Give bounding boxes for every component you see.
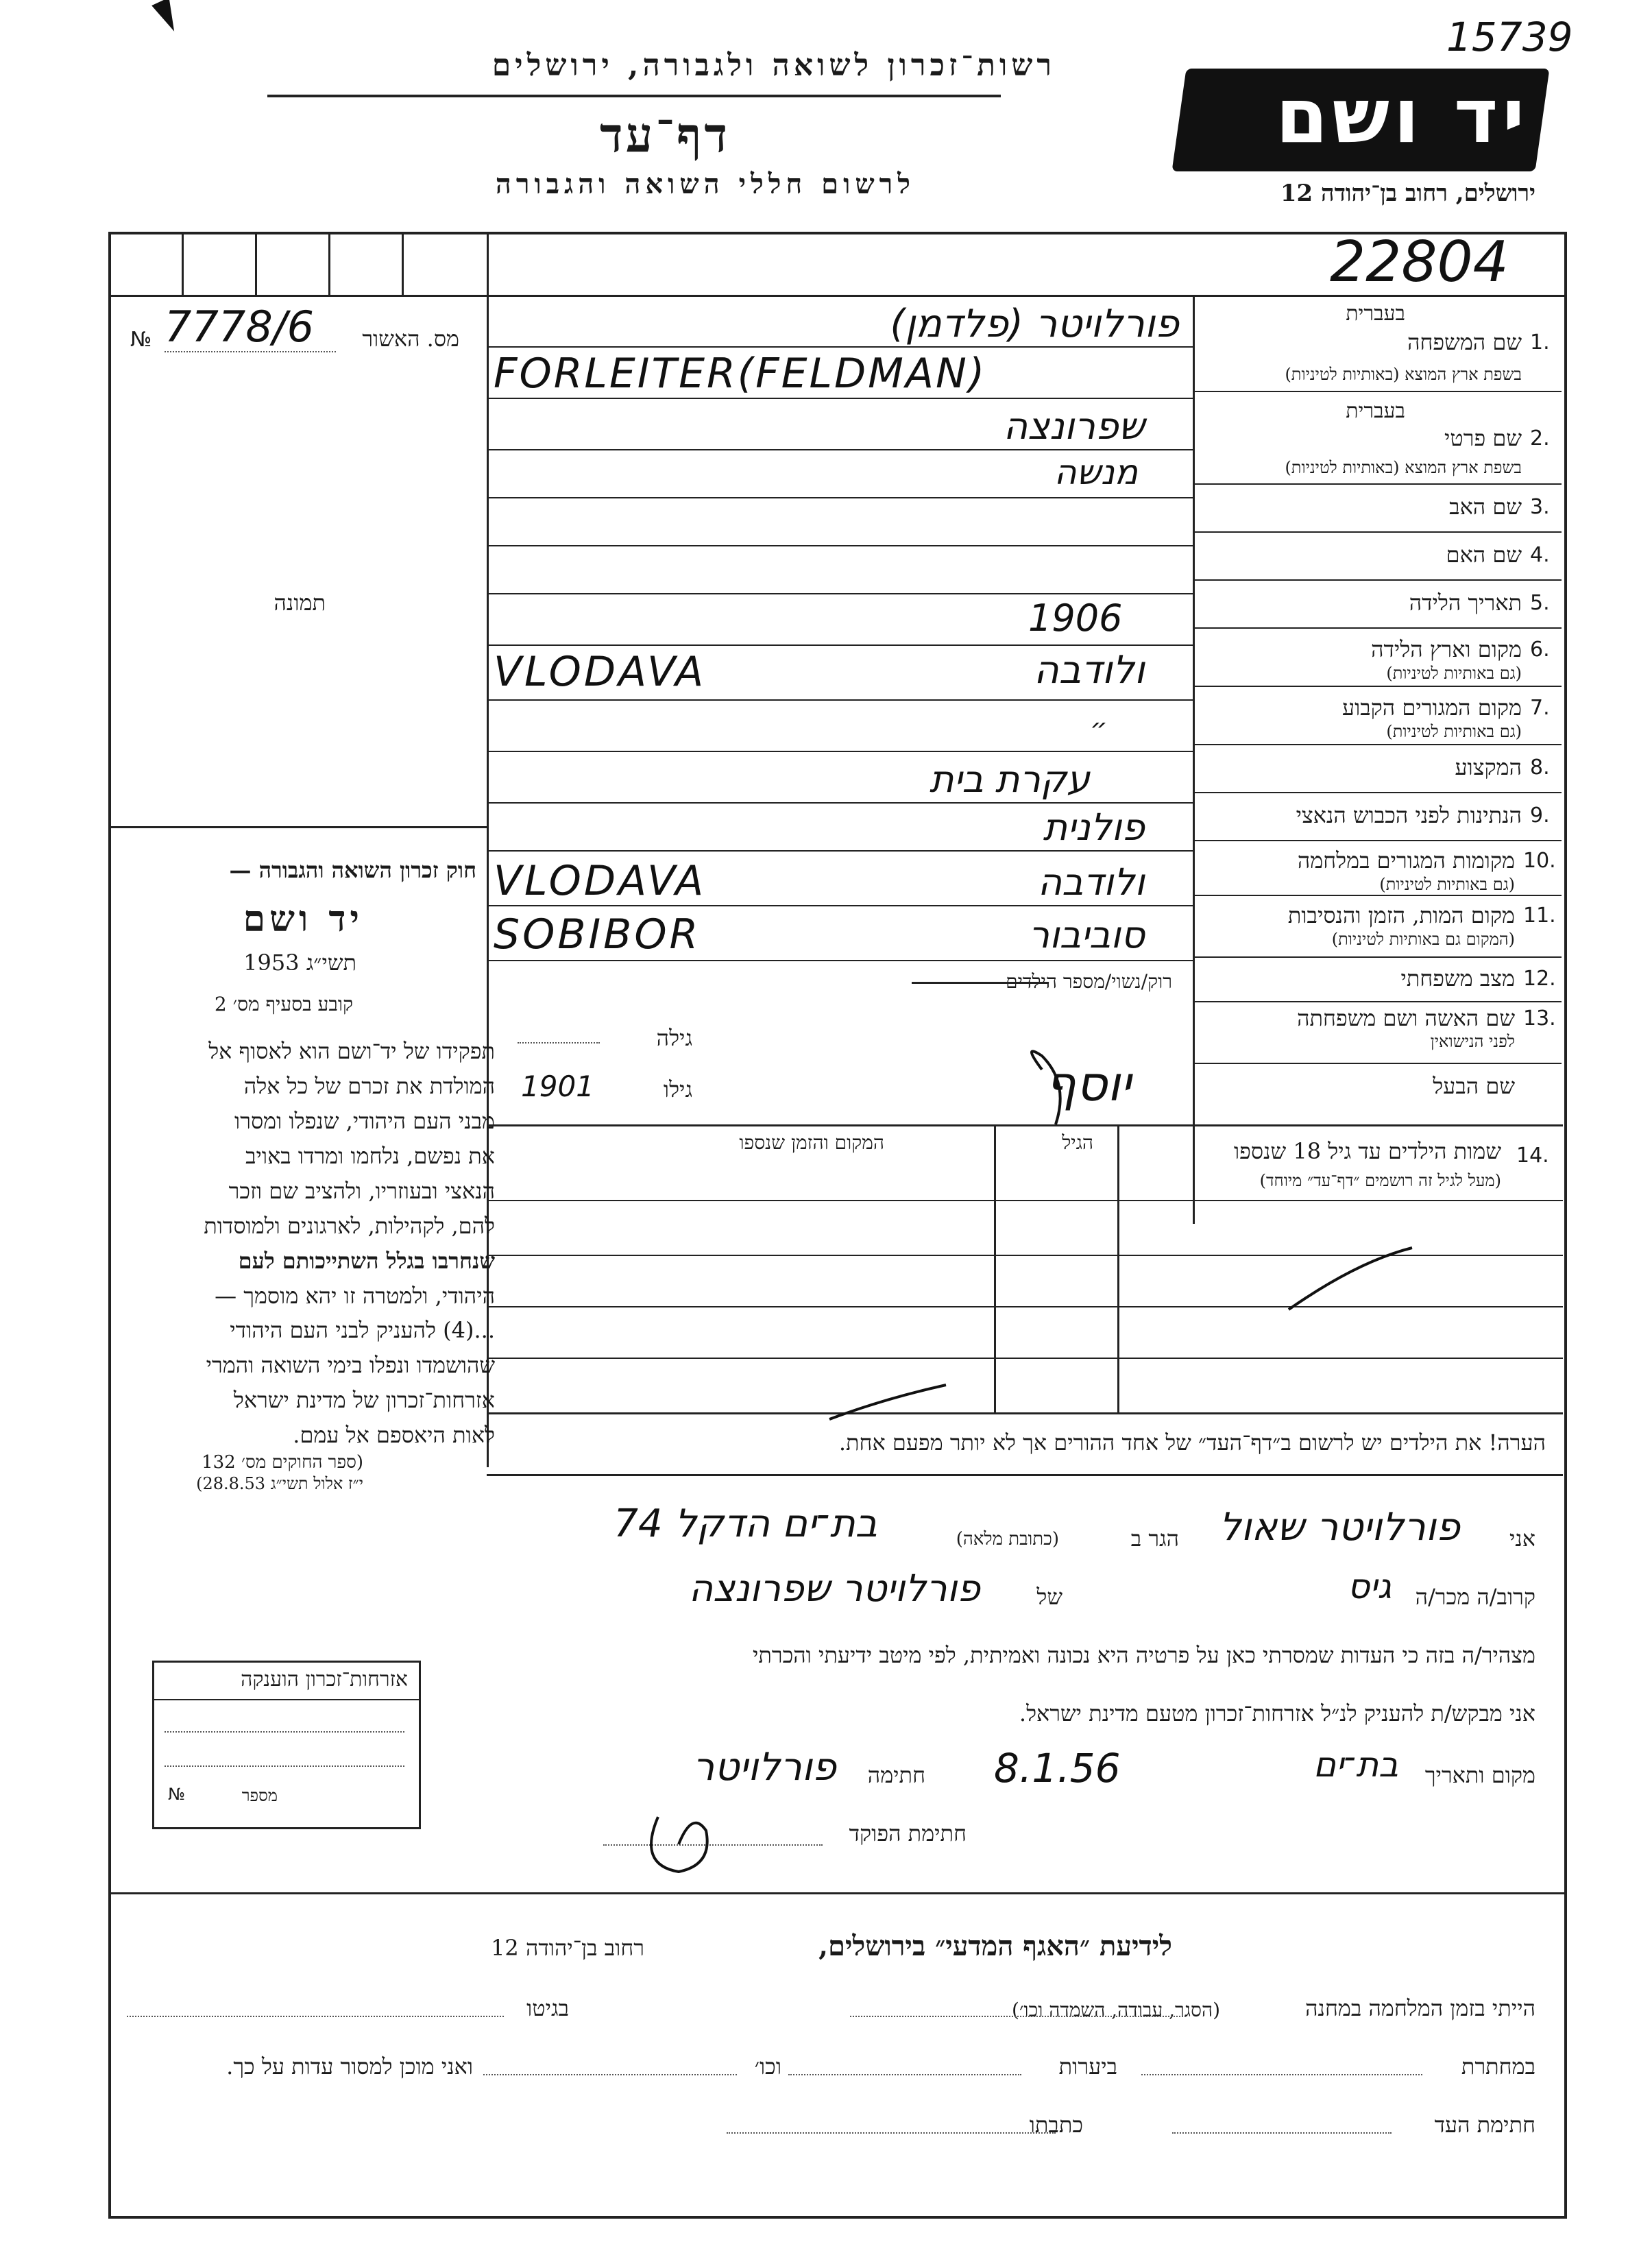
husband-age-value: 1901 xyxy=(521,1070,594,1103)
birthdate-value: 1906 xyxy=(1028,596,1123,640)
form-title: דף־עד xyxy=(599,106,730,163)
wartime-residence-latin-value: VLODAVA xyxy=(494,857,707,905)
field-death-label: מקום המות, הזמן והנסיבות xyxy=(1287,902,1515,928)
signature-label: חתימה xyxy=(867,1762,925,1788)
declarant-address-value: בת־ים הדקל 74 xyxy=(614,1502,877,1546)
law-paragraph: תפקידו של יד־ושם הוא לאסוף אל המולדת את זכרם של כל אלה מבני העם היהודי, שנפלו ומסרו את נפשם, נלחמו ומרדו באויב הנאצי ובעוזריו, ולהציב שם וזכר להם, לקהילות, לארגונים ולמוסדות שנחרבו בגלל השתייכותם לעם היהודי, ולמטרה זו יהא מוסמך — xyxy=(204,1038,495,1309)
birthplace-latin-value: VLODAVA xyxy=(494,648,707,696)
nationality-value: פולנית xyxy=(1043,806,1145,849)
field-first-name-label: שם פרטי xyxy=(1444,425,1522,451)
marital-options: רוק/נשוי/מספר הילדים xyxy=(1006,970,1172,993)
witness-address-label: כתבתו xyxy=(1029,2112,1083,2138)
logo-text: יד ושם xyxy=(1275,72,1529,160)
birthplace-hebrew-value: ולודבה xyxy=(1034,648,1145,692)
footer-address: רחוב בן־יהודה 12 xyxy=(491,1935,644,1961)
declaration-statement-1: מצהיר/ה בזה כי העדות שמסרתי כאן על פרטיה היא נכונה ואמיתית, לפי מיטב ידיעתי והכרתי xyxy=(752,1642,1535,1668)
field-birthplace-label: מקום וארץ הלידה xyxy=(1371,636,1522,662)
form-subtitle: לרשום חללי השואה והגבורה xyxy=(495,168,915,200)
law-title: חוק זכרון השואה והגבורה — xyxy=(229,857,476,883)
serial-no-symbol: № xyxy=(130,328,152,352)
signature-value: פורלויטר xyxy=(692,1745,836,1789)
photo-label: תמונה xyxy=(274,590,326,616)
citizenship-title: אזרחות־זכרון הוענקה xyxy=(241,1667,408,1691)
declarant-label: אני xyxy=(1509,1526,1535,1552)
relation-label: קרוב/ה מכר/ה xyxy=(1415,1584,1535,1610)
authority-header: רשות־זכרון לשואה ולגבורה, ירושלים xyxy=(491,48,1056,83)
children-place-header: המקום והזמן שנספו xyxy=(739,1131,884,1154)
field-husband-label: שם הבעל xyxy=(1433,1073,1515,1099)
witness-signature-label: חתימת העד xyxy=(1434,2112,1535,2138)
serial-value: 7778/6 xyxy=(165,302,315,352)
law-source-1: (ספר החוקים מס׳ 132 xyxy=(202,1452,363,1473)
relative-of-value: פורלויטר שפרונצה xyxy=(688,1567,980,1610)
archive-number: 15739 xyxy=(1446,14,1573,60)
declarant-name-value: פורלויטר שאול xyxy=(1219,1505,1460,1549)
field-mother-label: שם האם xyxy=(1446,542,1522,568)
field-children-label: שמות הילדים עד גיל 18 שנספו xyxy=(1233,1138,1501,1164)
footer-title: לידיעת ״האגף המדעי״ בירושלים, xyxy=(818,1930,1172,1962)
children-note: הערה! את הילדים יש לרשום ב״דף־העד״ של אחד ההורים אך לא יותר מפעם אחת. xyxy=(838,1430,1546,1456)
field-father-label: שם האב xyxy=(1449,494,1522,520)
date-value: 8.1.56 xyxy=(994,1745,1121,1792)
first-name-second-value: מנשה xyxy=(1054,453,1138,492)
field-marital-label: מצב משפחתי xyxy=(1400,965,1515,991)
field-nationality-label: הנתינות לפני הכבוש הנאצי xyxy=(1296,802,1522,828)
field-birthdate-label: תאריך הלידה xyxy=(1409,590,1522,616)
place-value: בת־ים xyxy=(1313,1745,1398,1785)
wife-age-label: גילה xyxy=(656,1025,692,1051)
surname-latin-value: FORLEITER(FELDMAN) xyxy=(494,350,987,398)
children-age-header: הגיל xyxy=(1062,1131,1093,1154)
law-year: תשי״ג 1953 xyxy=(243,950,356,976)
record-number: 22804 xyxy=(1330,230,1509,295)
of-label: של xyxy=(1036,1584,1062,1610)
field-surname-label: שם המשפחה xyxy=(1407,329,1522,355)
place-date-label: מקום ותאריך xyxy=(1424,1762,1535,1788)
law-clause: קובע בסעיף מס׳ 2 xyxy=(214,993,353,1015)
declaration-statement-2: אני מבקש/ת להעניק לנ״ל אזרחות־זכרון מטעם מדינת ישראל. xyxy=(1019,1700,1535,1726)
law-source-2: י״ז אלול תשי״ג 28.8.53) xyxy=(196,1474,363,1493)
lives-in-label: הגר ב xyxy=(1130,1526,1179,1552)
law-paragraph-2: ...(4) להעניק לבני העם היהודי שהושמדו ונפלו בימי השואה והמרי אזרחות־זכרון של מדינת ישראל לאות היאספם אל עמם. xyxy=(206,1317,495,1448)
field-wife-label: שם האשה ושם משפחתה xyxy=(1297,1005,1515,1031)
field-wartime-residence-label: מקומות המגורים במלחמה xyxy=(1297,847,1515,873)
first-name-hebrew-value: שפרונצה xyxy=(1003,405,1145,448)
relation-value: גיס xyxy=(1347,1567,1392,1606)
law-name: יד ושם xyxy=(243,898,363,940)
profession-value: עקרת בית xyxy=(929,758,1090,801)
field-residence-label: מקום המגורים הקבוע xyxy=(1341,695,1522,721)
husband-age-label: גילו xyxy=(663,1076,692,1102)
serial-label: מס. האשור xyxy=(362,326,459,352)
husband-name-value: יוסף xyxy=(1045,1056,1131,1112)
wartime-residence-hebrew-value: ולודבה xyxy=(1037,860,1145,904)
header-address: ירושלים, רחוב בן־יהודה 12 xyxy=(1280,180,1535,207)
death-place-latin-value: SOBIBOR xyxy=(494,911,701,958)
surname-hebrew-value: פורלויטר (פלדמן) xyxy=(890,302,1179,346)
field-profession-label: המקצוע xyxy=(1455,754,1522,780)
clerk-signature-label: חתימת הפוקד xyxy=(849,1820,967,1846)
residence-ditto-value: ״ xyxy=(1090,713,1108,745)
